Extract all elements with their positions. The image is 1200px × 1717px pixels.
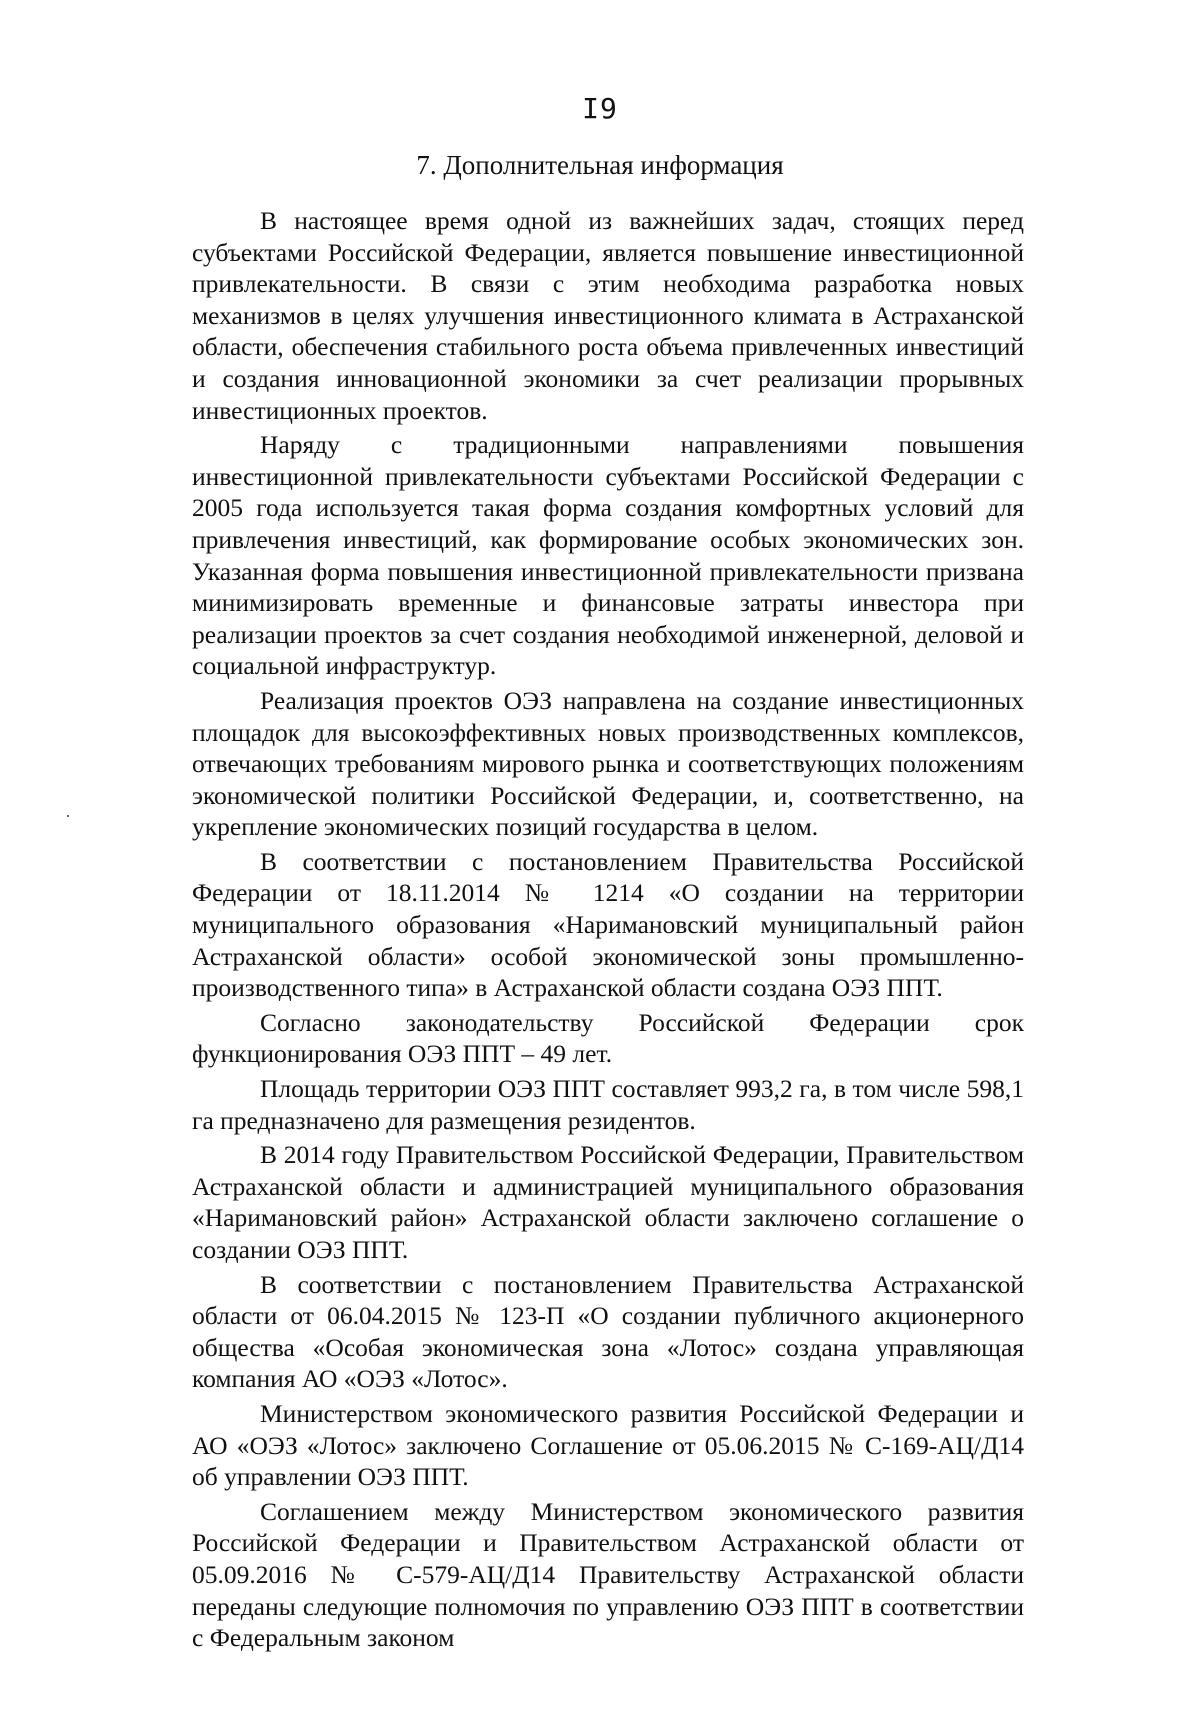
paragraph-2: Наряду с традиционными направлениями повышения инвестиционной привлекательности субъектами Российской Федерации с 2005 года используется такая форма создания комфортных условий для привлечения инвестиций, как формирование особых экономических зон. Указанная форма повышения инвестиционной привлекательности призвана минимизировать временные и финансовые затраты инвестора при реализации проектов за счет создания необходимой инженерной, деловой и социальной инфраструктур.	[192, 430, 1024, 681]
paragraph-3: Реализация проектов ОЭЗ направлена на создание инвестиционных площадок для высокоэффективных новых производственных комплексов, отвечающих требованиям мирового рынка и соответствующих положениям экономической политики Российской Федерации, и, соответственно, на укрепление экономических позиций государства в целом.	[192, 685, 1024, 842]
section-title: 7. Дополнительная информация	[416, 150, 784, 180]
paragraph-9: Министерством экономического развития Российской Федерации и АО «ОЭЗ «Лотос» заключено Соглашение от 05.06.2015 № С-169-АЦ/Д14 об управлении ОЭЗ ППТ.	[192, 1398, 1024, 1492]
scan-speck	[67, 815, 69, 817]
paragraph-7: В 2014 году Правительством Российской Федерации, Правительством Астраханской области и администрацией муниципального образования «Наримановский район» Астраханской области заключено соглашение о создании ОЭЗ ППТ.	[192, 1140, 1024, 1264]
body-text	[192, 205, 1024, 1657]
paragraph-4: В соответствии с постановлением Правительства Российской Федерации от 18.11.2014 № 1214 «О создании на территории муниципального образования «Наримановский муниципальный район Астраханской области» особой экономической зоны промышленно-производственного типа» в Астраханской области создана ОЭЗ ППТ.	[192, 846, 1024, 1003]
paragraph-10: Соглашением между Министерством экономического развития Российской Федерации и Правительством Астраханской области от 05.09.2016 № С-579-АЦ/Д14 Правительству Астраханской области переданы следующие полномочия по управлению ОЭЗ ППТ в соответствии с Федеральным законом	[192, 1496, 1024, 1653]
paragraph-8: В соответствии с постановлением Правительства Астраханской области от 06.04.2015 № 123-П «О создании публичного акционерного общества «Особая экономическая зона «Лотос» создана управляющая компания АО «ОЭЗ «Лотос».	[192, 1269, 1024, 1394]
paragraph-5: Согласно законодательству Российской Федерации срок функционирования ОЭЗ ППТ – 49 лет.	[192, 1007, 1024, 1069]
page-number: I9	[582, 92, 618, 125]
paragraph-6: Площадь территории ОЭЗ ППТ составляет 993,2 га, в том числе 598,1 га предназначено для размещения резидентов.	[192, 1074, 1024, 1135]
paragraph-1: В настоящее время одной из важнейших задач, стоящих перед субъектами Российской Федерации, является повышение инвестиционной привлекательности. В связи с этим необходима разработка новых механизмов в целях улучшения инвестиционного климата в Астраханской области, обеспечения стабильного роста объема привлеченных инвестиций и создания инновационной экономики за счет реализации прорывных инвестиционных проектов.	[192, 206, 1024, 425]
